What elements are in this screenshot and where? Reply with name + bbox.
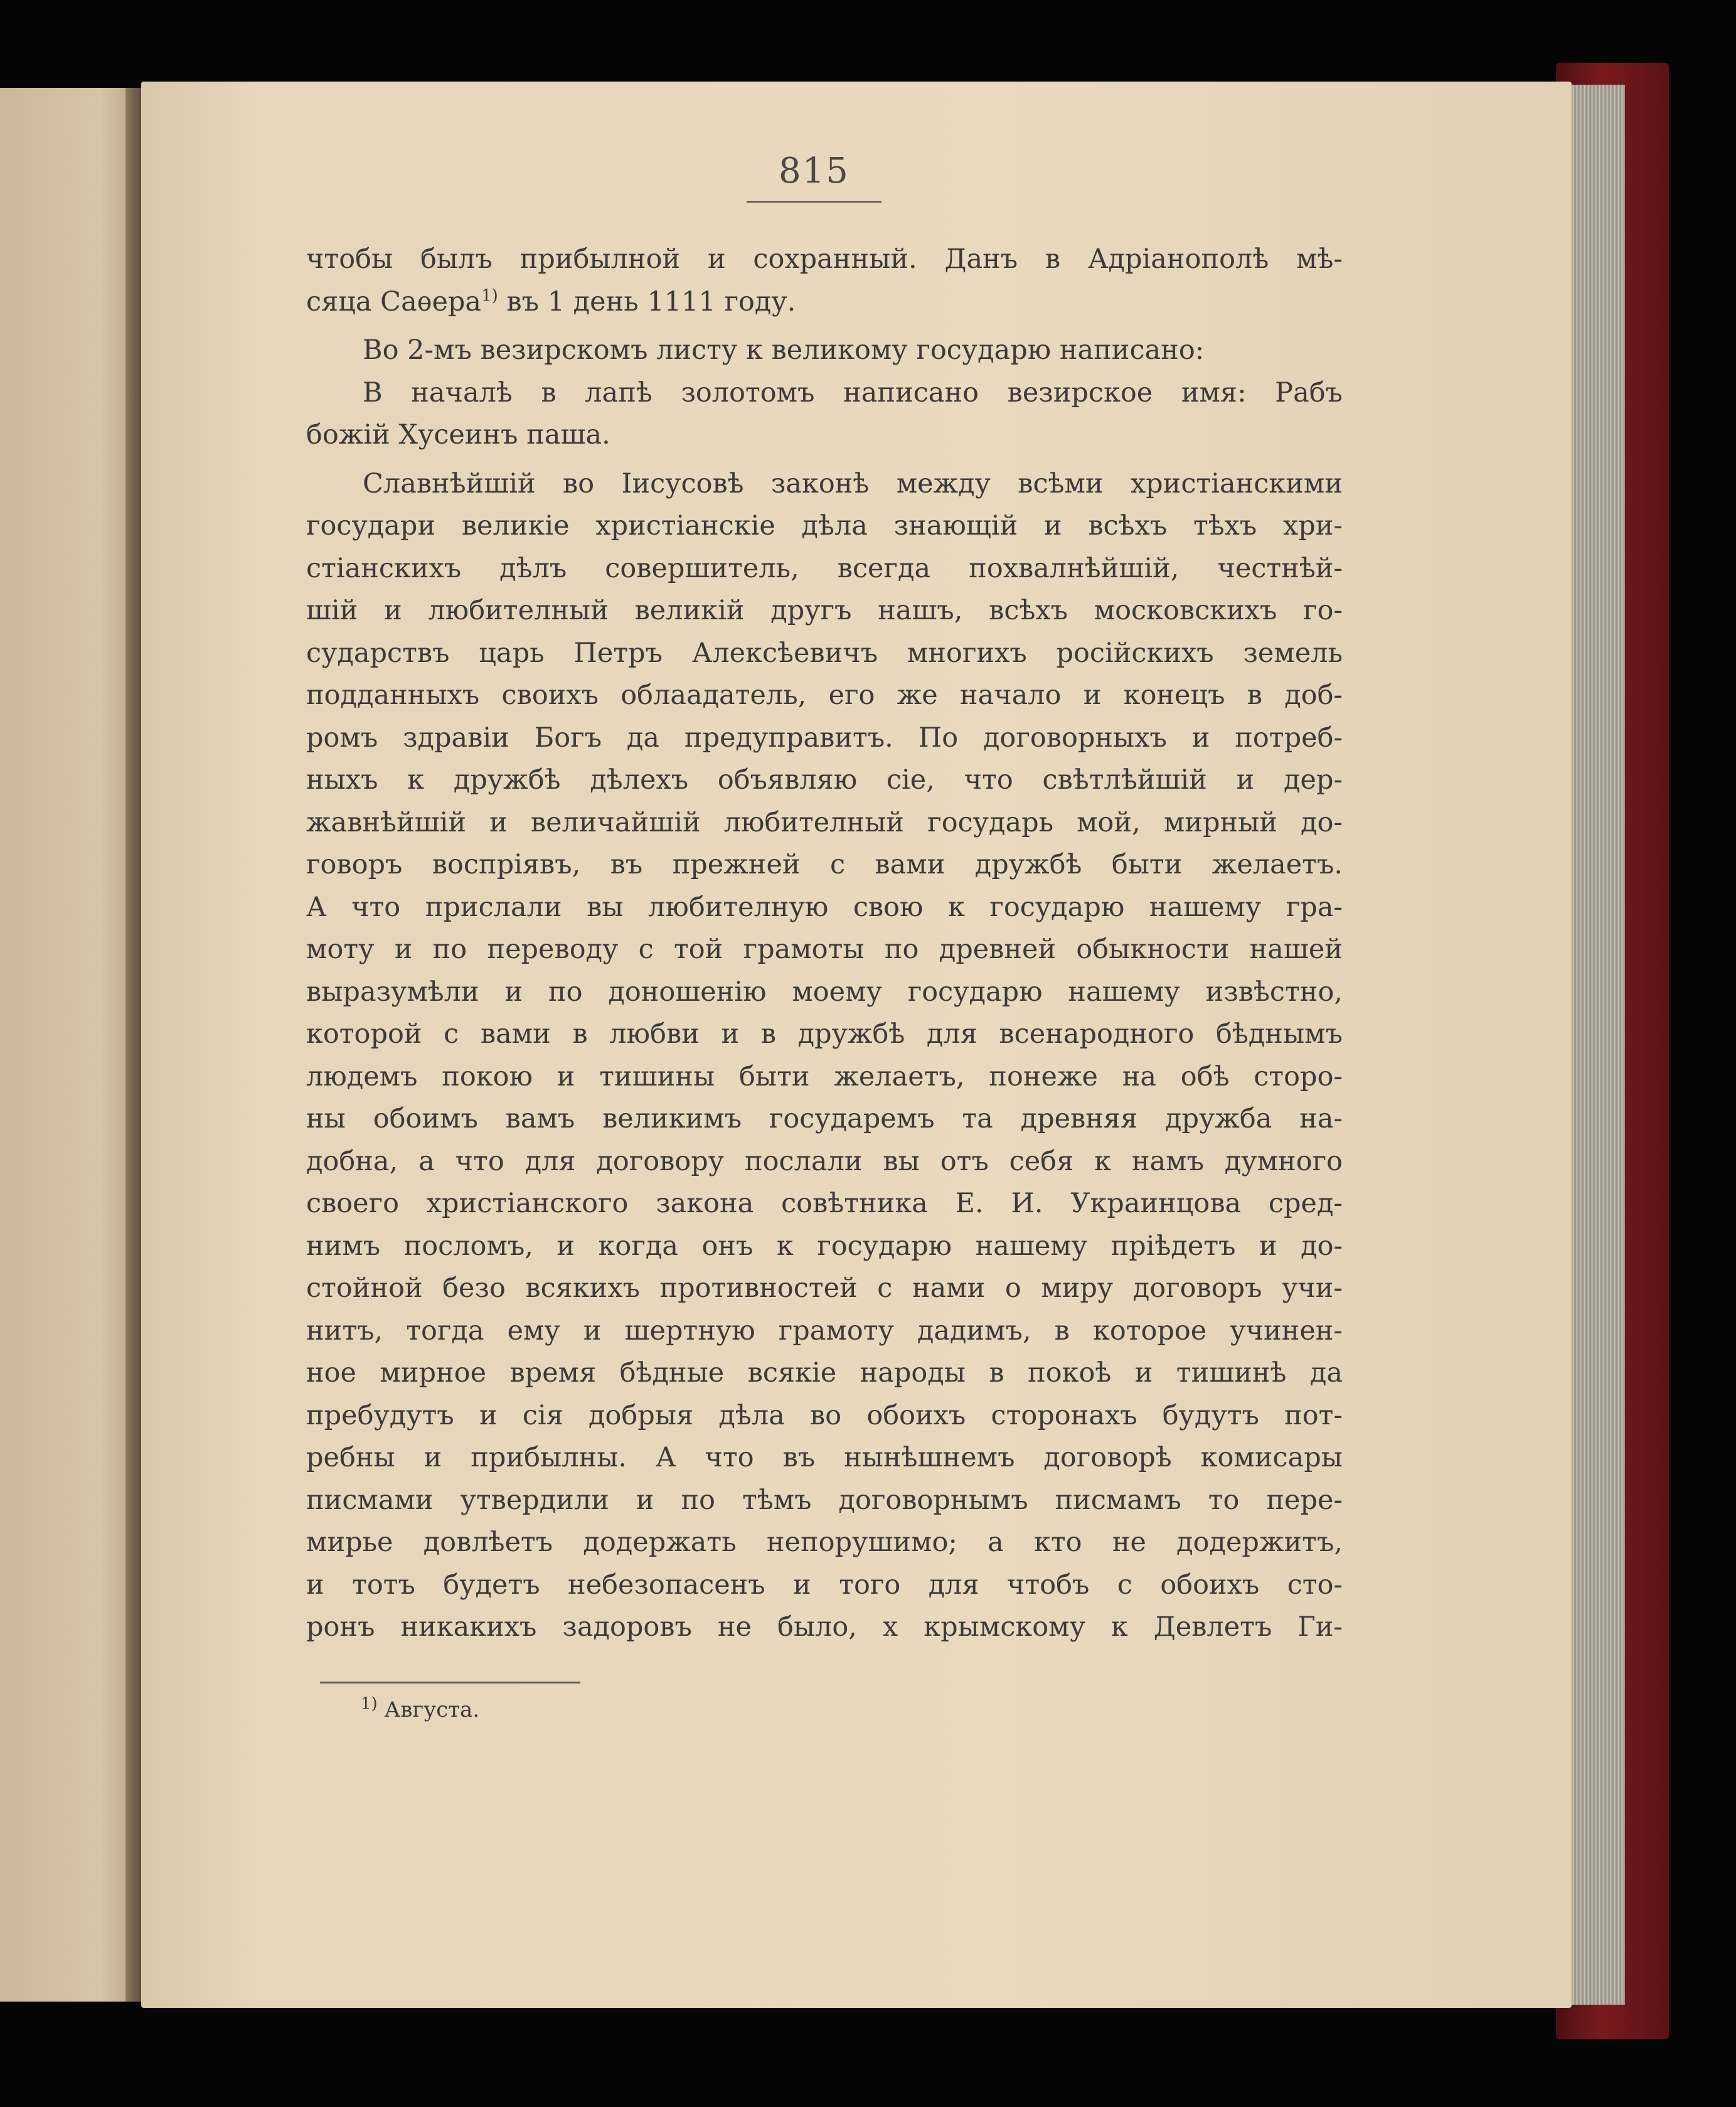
text-line	[306, 1480, 1343, 1522]
text-line	[306, 505, 1343, 548]
text-line	[306, 717, 1343, 760]
text-line	[306, 1352, 1343, 1395]
text-line-content: и тотъ будетъ небезопасенъ и того для чтобъ с обоихъ сто-	[306, 1569, 1343, 1601]
text-line	[306, 329, 1343, 372]
text-line-content: добна, а что для договору послали вы отъ себя к намъ думного	[306, 1145, 1343, 1177]
footnote-reference: 1)	[481, 286, 498, 306]
text-line	[306, 1564, 1343, 1607]
text-line-content: ныхъ к дружбѣ дѣлехъ объявляю сіе, что свѣтлѣйшій и дер-	[306, 764, 1343, 796]
text-line-content: ное мирное время бѣдные всякіе народы в покоѣ и тишинѣ да	[306, 1357, 1343, 1389]
text-line	[306, 844, 1343, 887]
text-line	[306, 372, 1343, 415]
page-number-rule	[747, 201, 881, 203]
text-line-content: пребудутъ и сія добрыя дѣла во обоихъ сторонахъ будутъ пот-	[306, 1399, 1343, 1431]
text-line-content: ребны и прибылны. А что въ нынѣшнемъ договорѣ комисары	[306, 1442, 1343, 1473]
text-line	[306, 887, 1343, 929]
text-line	[306, 1225, 1343, 1268]
text-line-content: стіанскихъ дѣлъ совершитель, всегда похвалнѣйшій, честнѣй-	[306, 552, 1343, 584]
text-line	[306, 414, 1343, 457]
text-line-content: говоръ воспріявъ, въ прежней с вами дружбѣ быти желаетъ.	[306, 849, 1343, 880]
text-line	[306, 548, 1343, 590]
text-line	[306, 590, 1343, 632]
text-line-content: В началѣ в лапѣ золотомъ написано везирское имя: Рабъ	[363, 376, 1343, 408]
text-line-content: чтобы былъ прибылной и сохранный. Данъ в Адріанополѣ мѣ-	[306, 243, 1343, 275]
text-line-content: ромъ здравіи Богъ да предуправитъ. По договорныхъ и потреб-	[306, 722, 1343, 754]
text-line-content: своего христіанского закона совѣтника Е. И. Украинцова сред-	[306, 1188, 1343, 1219]
text-line-content: ронъ никакихъ задоровъ не было, х крымскому к Девлетъ Ги-	[306, 1611, 1343, 1643]
text-line	[306, 281, 1343, 324]
text-line-content: сударствъ царь Петръ Алексѣевичъ многихъ російскихъ земель	[306, 637, 1343, 669]
text-line	[306, 1098, 1343, 1141]
text-line-content: государи великіе христіанскіе дѣла знающій и всѣхъ тѣхъ хри-	[306, 510, 1343, 541]
text-line-content: нимъ посломъ, и когда онъ к государю нашему пріѣдетъ и до-	[306, 1230, 1343, 1262]
text-line	[306, 802, 1343, 845]
text-line-continuation: въ 1 день 1111 году.	[498, 285, 796, 317]
footnote-rule	[320, 1682, 580, 1683]
text-line	[306, 1522, 1343, 1564]
footnote-mark: 1)	[361, 1694, 378, 1714]
text-line	[306, 1267, 1343, 1310]
page-block-edges	[1562, 85, 1625, 2005]
text-line	[306, 1141, 1343, 1183]
text-line-content: мирье довлѣетъ додержать непорушимо; а кто не додержитъ,	[306, 1527, 1343, 1558]
text-line-content: которой с вами в любви и в дружбѣ для всенародного бѣднымъ	[306, 1018, 1343, 1050]
text-line-content: подданныхъ своихъ облаадатель, его же начало и конецъ в доб-	[306, 680, 1343, 711]
text-line-content: выразумѣли и по доношенію моему государю нашему извѣстно,	[306, 976, 1343, 1008]
text-line	[306, 1056, 1343, 1099]
text-line-content: А что прислали вы любителную свою к государю нашему гра-	[306, 891, 1343, 923]
text-line	[306, 238, 1343, 281]
text-line-content: нитъ, тогда ему и шертную грамоту дадимъ, в которое учинен-	[306, 1315, 1343, 1347]
text-line	[306, 1606, 1343, 1649]
text-line	[306, 1013, 1343, 1056]
text-line	[306, 675, 1343, 717]
text-line-content: людемъ покою и тишины быти желаетъ, понеже на обѣ сторо-	[306, 1060, 1343, 1092]
text-line-content: шій и любителный великій другъ нашъ, всѣхъ московскихъ го-	[306, 595, 1343, 626]
text-line	[306, 1310, 1343, 1353]
footnote-text: Августа.	[377, 1697, 480, 1722]
text-line	[306, 929, 1343, 971]
text-line	[306, 463, 1343, 506]
text-line-content: писмами утвердили и по тѣмъ договорнымъ писмамъ то пере-	[306, 1484, 1343, 1516]
text-line	[306, 1437, 1343, 1480]
body-text	[306, 238, 1343, 1649]
text-line-content: ны обоимъ вамъ великимъ государемъ та древняя дружба на-	[306, 1103, 1343, 1134]
text-line	[306, 971, 1343, 1014]
text-line-content: Во 2-мъ везирскомъ листу к великому государю написано:	[363, 334, 1205, 366]
footnote	[361, 1694, 480, 1722]
text-line-content: Славнѣйшій во Іисусовѣ законѣ между всѣми христіанскими	[363, 467, 1343, 499]
text-line-content: жавнѣйшій и величайшій любителный государь мой, мирный до-	[306, 806, 1343, 838]
text-line	[306, 632, 1343, 675]
text-line	[306, 759, 1343, 802]
text-line-content: божій Хусеинъ паша.	[306, 419, 610, 451]
text-line-content: сяца Саѳера	[306, 285, 482, 317]
text-line-content: стойной безо всякихъ противностей с нами о миру договоръ учи-	[306, 1272, 1343, 1304]
text-line	[306, 1395, 1343, 1438]
left-page	[0, 88, 144, 2002]
text-line	[306, 1183, 1343, 1225]
page-number: 815	[779, 151, 849, 191]
text-line-content: моту и по переводу с той грамоты по древней обыкности нашей	[306, 934, 1343, 965]
